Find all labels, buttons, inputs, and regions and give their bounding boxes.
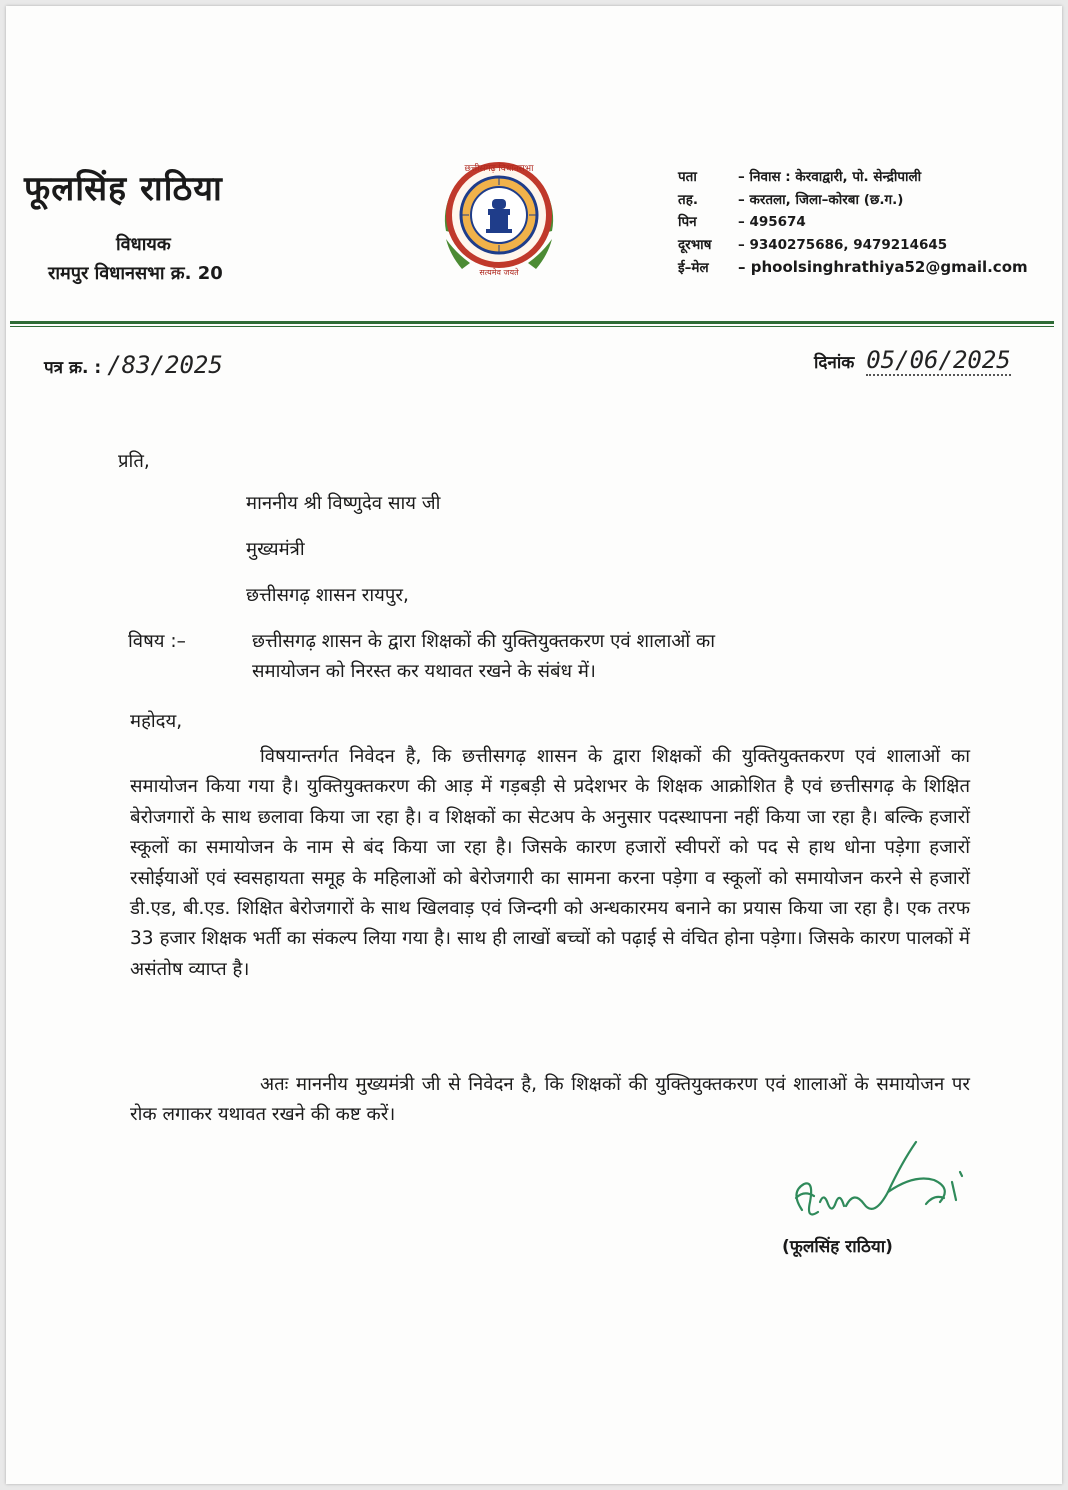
subject-line-2: समायोजन को निरस्त कर यथावत रखने के संबंध में।	[252, 661, 596, 682]
recipient-post: मुख्यमंत्री	[246, 539, 305, 560]
date-value: 05/06/2025	[866, 346, 1011, 374]
recipient-office: छत्तीसगढ़ शासन रायपुर,	[246, 585, 409, 606]
constituency: रामपुर विधानसभा क्र. 20	[48, 263, 223, 284]
designation: विधायक	[116, 234, 171, 255]
greeting: महोदय,	[130, 711, 183, 732]
assembly-emblem-icon	[432, 151, 566, 285]
subject-line-1: छत्तीसगढ़ शासन के द्वारा शिक्षकों की युक्तियुक्तकरण एवं शालाओं का	[252, 631, 716, 652]
address-line-phone: दूरभाष – 9340275686, 9479214645	[678, 236, 948, 253]
address-line-tehsil: तह. – करतला, जिला–कोरबा (छ.ग.)	[678, 191, 904, 208]
body-paragraph-2: अतः माननीय मुख्यमंत्री जी से निवेदन है, कि शिक्षकों की युक्तियुक्तकरण एवं शालाओं के समायोजन पर रोक लगाकर यथावत रखने की कष्ट करें।	[130, 1074, 970, 1126]
signature-icon	[784, 1132, 984, 1242]
emblem-text-top: छत्तीसगढ़ विधानसभा	[464, 164, 534, 174]
letter-number	[44, 351, 223, 379]
header-divider	[10, 321, 1054, 324]
address-line-residence: पता – निवास : केरवाद्वारी, पो. सेन्द्रीपाली	[678, 169, 922, 185]
header-divider-thin	[10, 326, 1054, 327]
subject-label: विषय :–	[128, 631, 186, 652]
letter-date	[814, 346, 1011, 374]
letter-number-label: पत्र क्र. :	[44, 358, 102, 378]
address-line-email: ई–मेल – phoolsinghrathiya52@gmail.com	[678, 258, 1028, 276]
letter-sheet	[6, 6, 1062, 1484]
address-block	[678, 166, 1028, 280]
emblem-text-bottom: सत्यमेव जयते	[479, 268, 519, 277]
letter-number-value: /83/2025	[107, 351, 223, 379]
signatory-name: (फूलसिंह राठिया)	[782, 1237, 893, 1257]
recipient-name: माननीय श्री विष्णुदेव साय जी	[246, 493, 441, 514]
date-label: दिनांक	[814, 353, 855, 373]
mla-name: फूलसिंह राठिया	[24, 169, 223, 209]
address-line-pin: पिन – 495674	[678, 214, 806, 230]
body-paragraph-1: विषयान्तर्गत निवेदन है, कि छत्तीसगढ़ शासन के द्वारा शिक्षकों की युक्तियुक्तकरण एवं शालाओं का समायोजन किया गया है। युक्तियुक्तकरण की आड़ में गड़बड़ी से प्रदेशभर के शिक्षक आक्रोशित है एवं छत्तीसगढ़ के शिक्षित बेरोजगारों के साथ छलावा किया जा रहा है। व शिक्षकों का सेटअप के अनुसार पदस्थापना नहीं किया जा रहा है। बल्कि हजारों स्कूलों का समायोजन के नाम से बंद किया जा रहा है। जिसके कारण हजारों स्वीपरों को पद से हाथ धोना पड़ेगा हजारों रसोईयाओं एवं स्वसहायता समूह के महिलाओं को बेरोजगारी का सामना करना पड़ेगा व स्कूलों को समायोजन करने से हजारों डी.एड, बी.एड. शिक्षित बेरोजगारों के साथ खिलवाड़ एवं जिन्दगी को अन्धकारमय बनाने का प्रयास किया जा रहा है। एक तरफ 33 हजार शिक्षक भर्ती का संकल्प लिया गया है। साथ ही लाखों बच्चों को पढ़ाई से वंचित होना पड़ेगा। जिसके कारण पालकों में असंतोष व्याप्त है।	[130, 746, 970, 980]
to-label: प्रति,	[118, 451, 150, 472]
